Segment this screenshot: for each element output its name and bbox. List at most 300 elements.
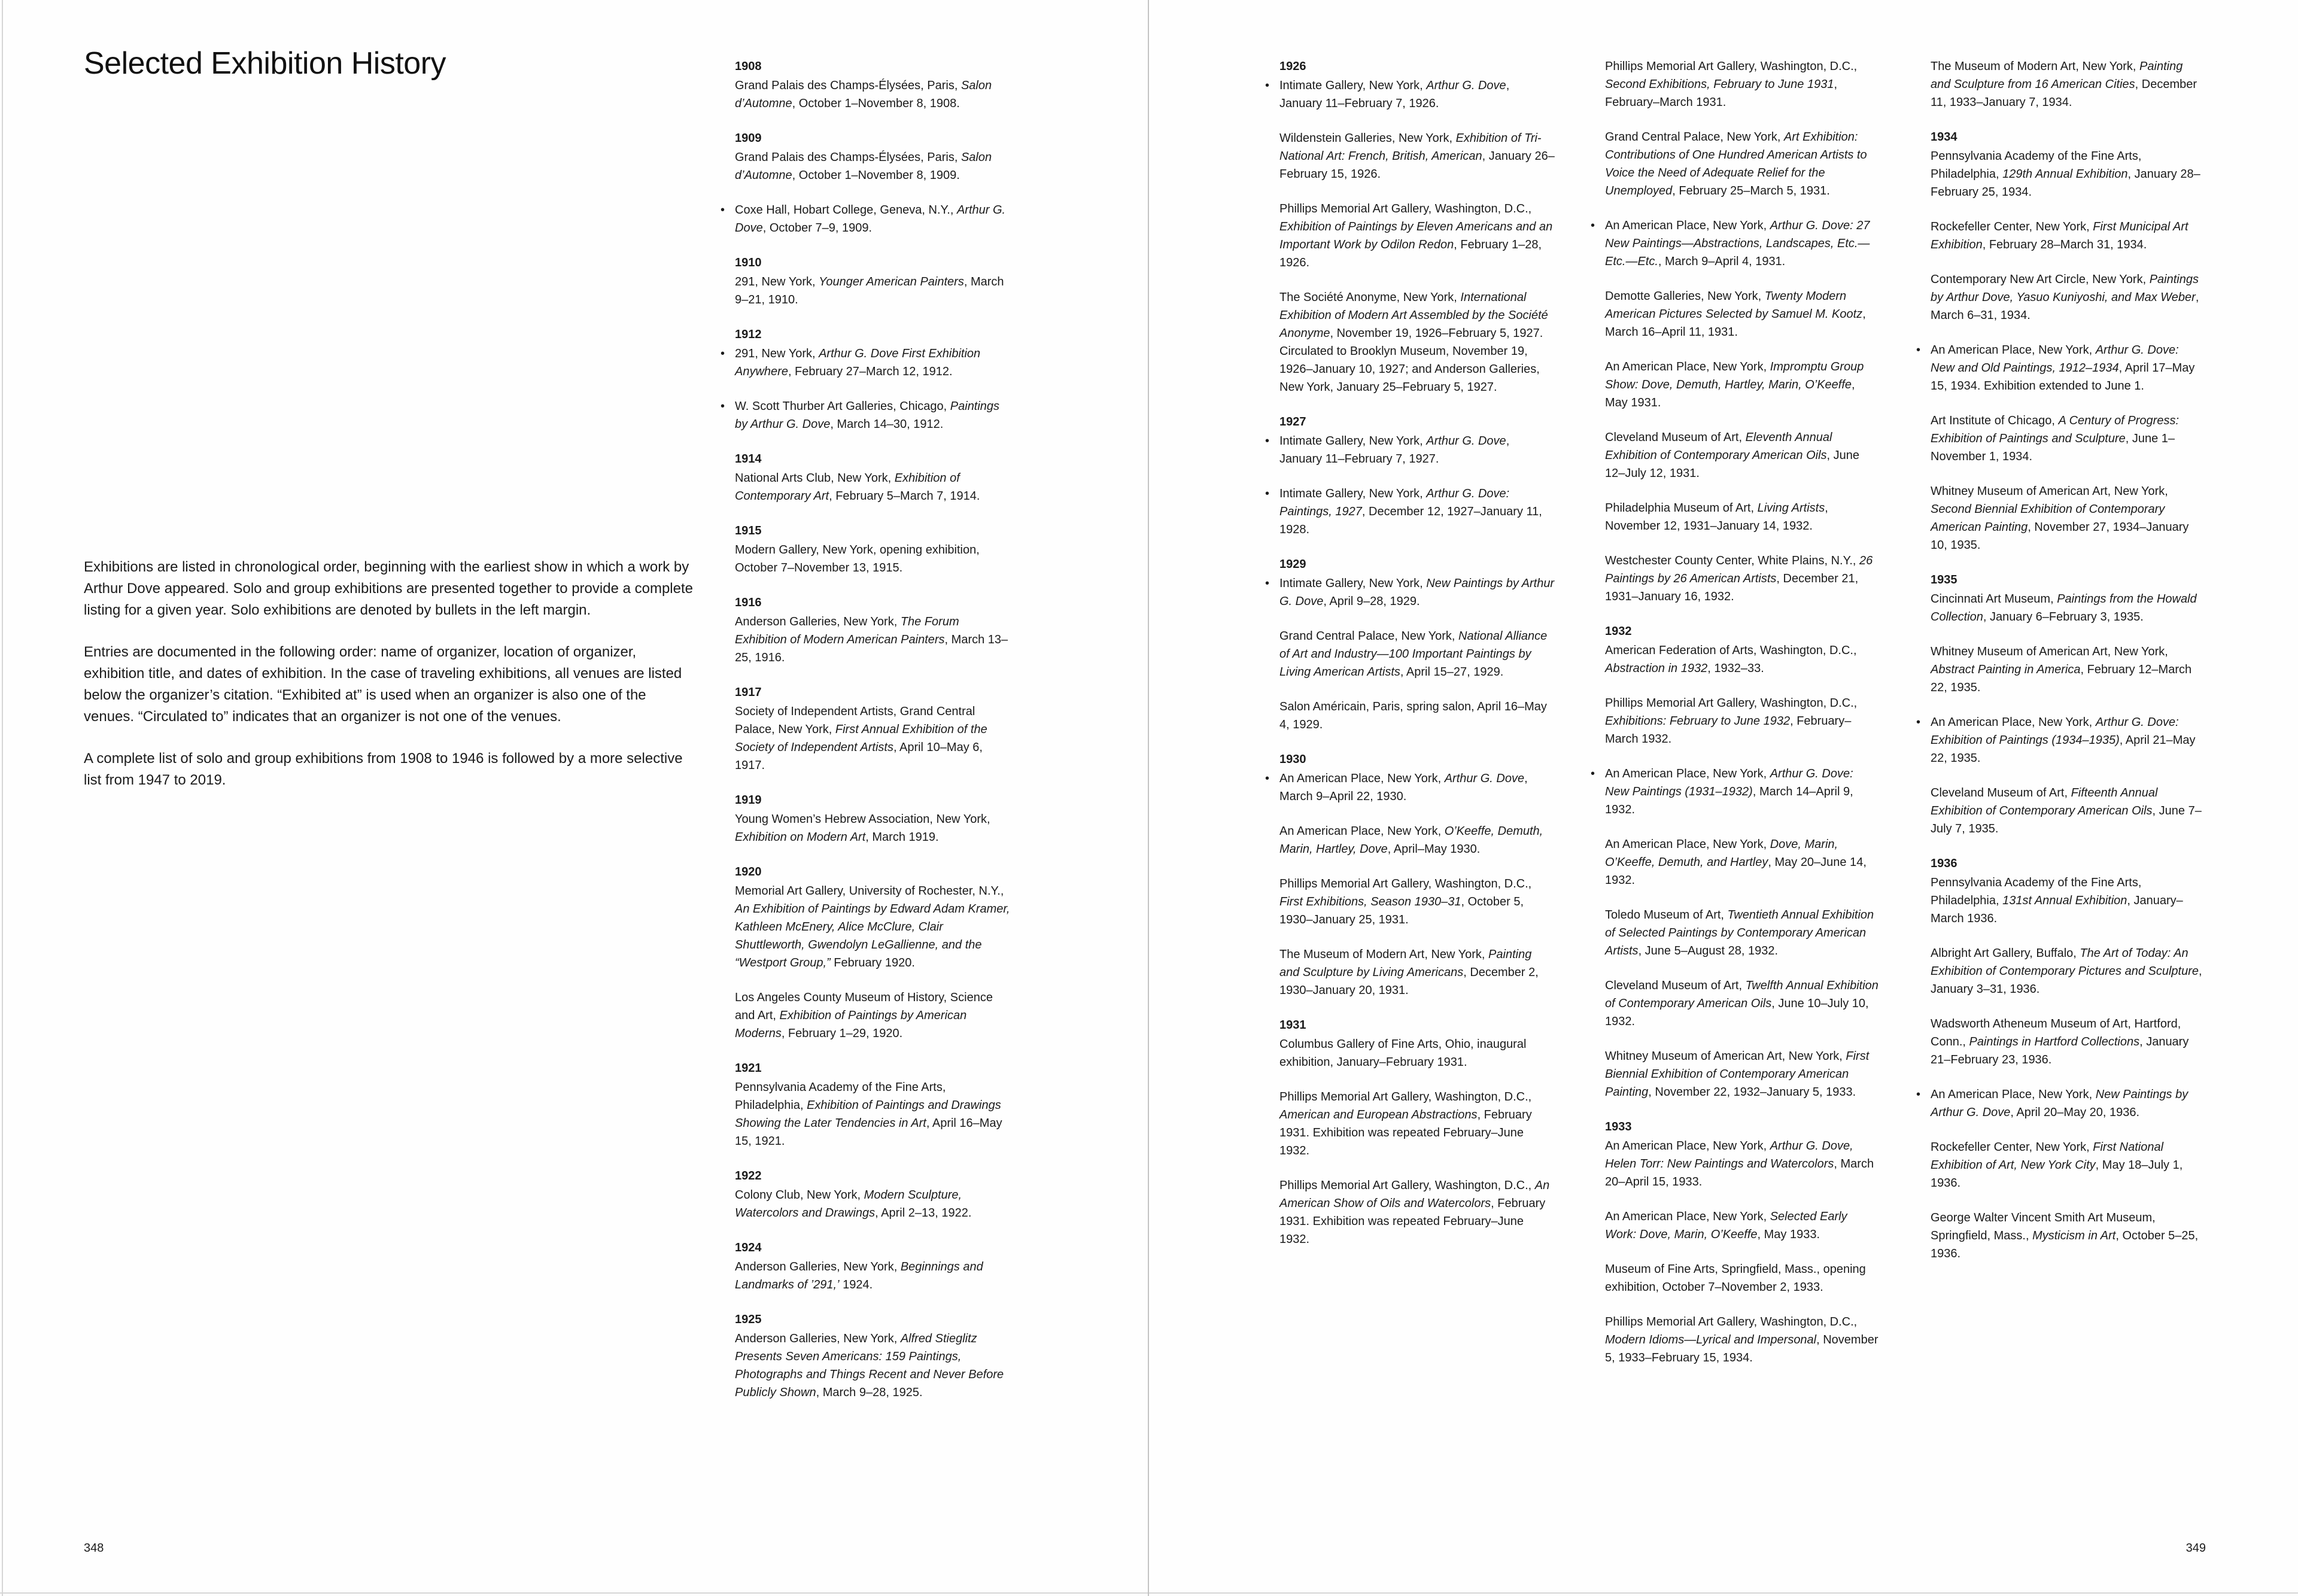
entry-text: An American Place, New York, — [1605, 1139, 1770, 1153]
entry-text: Cincinnati Art Museum, — [1931, 592, 2057, 606]
entry-text: National Arts Club, New York, — [735, 472, 895, 485]
exhibition-title-text: Paintings by Arthur G. Dove — [735, 400, 1000, 431]
entry-text: Demotte Galleries, New York, — [1605, 290, 1765, 303]
entry-text: , April 15–27, 1929. — [1400, 665, 1504, 679]
entry-text: , December 2, 1930–January 20, 1931. — [1279, 966, 1539, 997]
entry-text: Coxe Hall, Hobart College, Geneva, N.Y., — [735, 203, 957, 217]
entry-text: , January 21–February 23, 1936. — [1931, 1035, 2189, 1066]
exhibition-title-text: Arthur G. Dove: Exhibition of Paintings (1934–1935) — [1931, 716, 2179, 747]
exhibition-title-text: Younger American Painters — [819, 275, 964, 288]
solo-exhibition-bullet-icon: • — [1265, 434, 1270, 448]
exhibition-title-text: First Biennial Exhibition of Contemporary American Painting — [1605, 1050, 1870, 1099]
year-heading: 1916 — [735, 596, 762, 609]
entry-text: Whitney Museum of American Art, New York, — [1931, 645, 2168, 658]
exhibition-title-text: Arthur G. Dove: New and Old Paintings, 1912–1934 — [1931, 343, 2179, 375]
exhibition-entry — [1265, 432, 1555, 468]
entry-text: An American Place, New York, — [1605, 767, 1770, 780]
exhibition-entry — [1605, 835, 1880, 889]
entry-text: , April–May 1930. — [1387, 843, 1481, 856]
exhibition-entry — [1605, 1047, 1880, 1101]
entry-text: Phillips Memorial Art Gallery, Washington, D.C., — [1279, 1090, 1532, 1103]
entry-text: , February 28–March 31, 1934. — [1982, 238, 2147, 251]
solo-exhibition-bullet-icon: • — [1916, 343, 1921, 357]
entry-text: , March 9–21, 1910. — [735, 275, 1004, 306]
year-heading: 1920 — [735, 865, 762, 878]
exhibition-entry — [1931, 643, 2206, 697]
exhibition-column-1926-1931 — [1265, 57, 1555, 1265]
exhibition-entry — [1265, 770, 1555, 805]
exhibition-entry — [735, 1258, 1010, 1294]
exhibition-entry — [735, 273, 1010, 309]
exhibition-title-text: Salon d’Automne — [735, 79, 992, 110]
entry-text: Intimate Gallery, New York, — [1279, 577, 1427, 590]
entry-text: Anderson Galleries, New York, — [735, 1260, 901, 1273]
entry-text: Westchester County Center, White Plains, N.Y., — [1605, 554, 1859, 567]
exhibition-entry — [735, 613, 1010, 667]
exhibition-entry — [1279, 1088, 1555, 1160]
exhibition-entry — [1279, 1035, 1555, 1071]
intro-text-block — [84, 557, 700, 791]
exhibition-entry — [1605, 552, 1880, 606]
intro-paragraph: A complete list of solo and group exhibitions from 1908 to 1946 is followed by a more selective list from 1947 to 2019. — [84, 750, 683, 788]
entry-text: Philadelphia Museum of Art, — [1605, 501, 1758, 515]
entry-text: , May 20–June 14, 1932. — [1605, 856, 1867, 887]
exhibition-title-text: An American Show of Oils and Watercolors — [1279, 1179, 1550, 1210]
entry-text: 1924. — [839, 1278, 873, 1291]
entry-text: Pennsylvania Academy of the Fine Arts, Philadelphia, — [1931, 150, 2142, 181]
entry-text: , March 13–25, 1916. — [735, 633, 1008, 664]
entry-text: , 1932–33. — [1707, 662, 1764, 675]
entry-text: An American Place, New York, — [1605, 1210, 1770, 1223]
entry-text: Wadsworth Atheneum Museum of Art, Hartford, Conn., — [1931, 1017, 2181, 1048]
entry-text: An American Place, New York, — [1605, 838, 1770, 851]
exhibition-title-text: Second Biennial Exhibition of Contemporary American Painting — [1931, 503, 2165, 534]
exhibition-entry — [1916, 1086, 2206, 1121]
entry-text: , February 1–29, 1920. — [781, 1027, 903, 1040]
entry-text: W. Scott Thurber Art Galleries, Chicago, — [735, 400, 950, 413]
entry-text: , June 10–July 10, 1932. — [1605, 997, 1869, 1028]
exhibition-entry — [735, 1078, 1010, 1150]
exhibition-entry — [1279, 822, 1555, 858]
entry-text: An American Place, New York, — [1931, 343, 2096, 357]
entry-text: , March 20–April 15, 1933. — [1605, 1157, 1874, 1188]
exhibition-column-1931-1933 — [1591, 57, 1880, 1384]
entry-text: Los Angeles County Museum of History, Science and Art, — [735, 991, 993, 1022]
exhibition-entry — [735, 77, 1010, 113]
entry-text: , June 5–August 28, 1932. — [1638, 944, 1779, 957]
exhibition-title-text: Salon d’Automne — [735, 151, 992, 182]
year-heading: 1909 — [735, 132, 762, 145]
exhibition-entry — [1605, 57, 1880, 111]
entry-text: Columbus Gallery of Fine Arts, Ohio, inaugural exhibition, January–February 1931. — [1279, 1038, 1527, 1069]
exhibition-column-1908-1925 — [721, 57, 1010, 1418]
entry-text: , June 7–July 7, 1935. — [1931, 804, 2202, 835]
entry-text: , June 1–November 1, 1934. — [1931, 432, 2175, 463]
entry-text: Grand Central Palace, New York, — [1605, 130, 1785, 144]
exhibition-entry — [735, 148, 1010, 184]
entry-text: Society of Independent Artists, Grand Central Palace, New York, — [735, 705, 975, 736]
exhibition-entry — [735, 541, 1010, 577]
exhibition-entry — [1931, 874, 2206, 928]
year-heading: 1922 — [735, 1169, 762, 1182]
exhibition-entry — [1279, 129, 1555, 183]
year-heading: 1912 — [735, 328, 762, 341]
exhibition-title-text: Art Exhibition: Contributions of One Hundred American Artists to Voice the Need of Adequate Relief for the Unemployed — [1605, 130, 1867, 197]
entry-text: , November 22, 1932–January 5, 1933. — [1648, 1086, 1856, 1099]
entry-text: , June 12–July 12, 1931. — [1605, 449, 1860, 480]
entry-text: Toledo Museum of Art, — [1605, 908, 1728, 922]
exhibition-title-text: 131st Annual Exhibition — [2002, 894, 2127, 907]
entry-text: Pennsylvania Academy of the Fine Arts, Philadelphia, — [1931, 876, 2142, 907]
entry-text: The Museum of Modern Art, New York, — [1279, 948, 1489, 961]
year-heading: 1935 — [1931, 573, 1957, 586]
exhibition-entry — [1931, 57, 2206, 111]
solo-exhibition-bullet-icon: • — [1265, 577, 1270, 590]
solo-exhibition-bullet-icon: • — [721, 203, 725, 217]
exhibition-title-text: Arthur G. Dove: 27 New Paintings—Abstractions, Landscapes, Etc.—Etc.—Etc. — [1605, 219, 1870, 268]
entry-text: Intimate Gallery, New York, — [1279, 79, 1427, 92]
exhibition-entry — [1931, 270, 2206, 324]
exhibition-title-text: New Paintings by Arthur G. Dove — [1279, 577, 1555, 608]
entry-text: , February 27–March 12, 1912. — [788, 365, 953, 378]
exhibition-entry — [1279, 288, 1555, 396]
exhibition-title-text: Arthur G. Dove: Paintings, 1927 — [1279, 487, 1510, 518]
year-heading: 1914 — [735, 452, 762, 466]
page-gutter-divider — [1148, 0, 1149, 1596]
entry-text: , February 1931. Exhibition was repeated February–June 1932. — [1279, 1108, 1532, 1157]
entry-text: , February–March 1931. — [1605, 78, 1838, 109]
entry-text: , March 9–April 4, 1931. — [1658, 255, 1786, 268]
entry-text: , January 3–31, 1936. — [1931, 965, 2202, 996]
exhibition-title-text: First Municipal Art Exhibition — [1931, 220, 2188, 251]
exhibition-title-text: Arthur G. Dove First Exhibition Anywhere — [735, 347, 981, 378]
entry-text: An American Place, New York, — [1279, 772, 1445, 785]
year-heading: 1933 — [1605, 1120, 1632, 1133]
exhibition-title-text: Painting and Sculpture by Living Americans — [1279, 948, 1532, 979]
entry-text: , February–March 1932. — [1605, 715, 1852, 746]
entry-text: Albright Art Gallery, Buffalo, — [1931, 947, 2080, 960]
entry-text: Wildenstein Galleries, New York, — [1279, 132, 1456, 145]
solo-exhibition-bullet-icon: • — [721, 400, 725, 413]
exhibition-entry — [1931, 1138, 2206, 1192]
page-number-left: 348 — [84, 1542, 104, 1555]
exhibition-entry — [735, 469, 1010, 505]
entry-text: , February 25–March 5, 1931. — [1672, 184, 1830, 197]
entry-text: The Museum of Modern Art, New York, — [1931, 60, 2140, 73]
year-heading: 1919 — [735, 794, 762, 807]
entry-text: The Société Anonyme, New York, — [1279, 291, 1461, 304]
year-heading: 1926 — [1279, 60, 1306, 73]
year-heading: 1930 — [1279, 753, 1306, 766]
year-heading: 1931 — [1279, 1019, 1306, 1032]
exhibition-entry — [1931, 1015, 2206, 1069]
exhibition-entry — [1916, 341, 2206, 395]
exhibition-title-text: A Century of Progress: Exhibition of Paintings and Sculpture — [1931, 414, 2179, 445]
entry-text: Cleveland Museum of Art, — [1931, 786, 2071, 799]
exhibition-title-text: Arthur G. Dove — [1444, 772, 1525, 785]
exhibition-title-text: Painting and Sculpture from 16 American Cities — [1931, 60, 2183, 91]
exhibition-entry — [1931, 784, 2206, 838]
entry-text: Grand Palais des Champs-Élysées, Paris, — [735, 79, 961, 92]
exhibition-entry — [1931, 1209, 2206, 1263]
exhibition-title-text: National Alliance of Art and Industry—100 Important Paintings by Living American Artists — [1279, 630, 1548, 679]
entry-text: , February 1–28, 1926. — [1279, 238, 1542, 269]
entry-text: , October 1–November 8, 1909. — [792, 169, 960, 182]
exhibition-entry — [1591, 217, 1880, 270]
entry-text: , February 1931. Exhibition was repeated February–June 1932. — [1279, 1197, 1546, 1246]
solo-exhibition-bullet-icon: • — [1265, 487, 1270, 500]
solo-exhibition-bullet-icon: • — [721, 347, 725, 360]
exhibition-entry — [735, 1186, 1010, 1222]
exhibition-entry — [1916, 713, 2206, 767]
entry-text: Phillips Memorial Art Gallery, Washington, D.C., — [1605, 697, 1858, 710]
year-heading: 1925 — [735, 1313, 762, 1326]
year-heading: 1910 — [735, 256, 762, 269]
exhibition-title-text: 129th Annual Exhibition — [2002, 168, 2128, 181]
exhibition-title-text: Paintings in Hartford Collections — [1969, 1035, 2140, 1048]
entry-text: Salon Américain, Paris, spring salon, April 16–May 4, 1929. — [1279, 700, 1547, 731]
exhibition-title-text: Arthur G. Dove — [735, 203, 1006, 235]
exhibition-title-text: Abstract Painting in America — [1931, 663, 2081, 676]
entry-text: , October 1–November 8, 1908. — [792, 97, 960, 110]
entry-text: Cleveland Museum of Art, — [1605, 979, 1746, 992]
exhibition-title-text: Exhibitions: February to June 1932 — [1605, 715, 1791, 728]
exhibition-title-text: Second Exhibitions, February to June 1931 — [1605, 78, 1834, 91]
exhibition-title-text: Paintings from the Howald Collection — [1931, 592, 2197, 624]
exhibition-entry — [1605, 977, 1880, 1030]
entry-text: , December 21, 1931–January 16, 1932. — [1605, 572, 1859, 603]
exhibition-entry — [1265, 77, 1555, 113]
entry-text: , January–March 1936. — [1931, 894, 2183, 925]
entry-text: , October 7–9, 1909. — [762, 221, 873, 235]
entry-text: An American Place, New York, — [1605, 219, 1770, 232]
entry-text: Rockefeller Center, New York, — [1931, 1141, 2093, 1154]
entry-text: Grand Palais des Champs-Élysées, Paris, — [735, 151, 961, 164]
exhibition-entry — [1931, 482, 2206, 554]
entry-text: Cleveland Museum of Art, — [1605, 431, 1746, 444]
entry-text: An American Place, New York, — [1605, 360, 1770, 373]
entry-text: Museum of Fine Arts, Springfield, Mass., opening exhibition, October 7–November 2, 1933. — [1605, 1263, 1866, 1294]
entry-text: Whitney Museum of American Art, New York, — [1605, 1050, 1846, 1063]
exhibition-entry — [1605, 358, 1880, 412]
exhibition-entry — [1605, 1137, 1880, 1191]
exhibition-title-text: Dove, Marin, O’Keeffe, Demuth, and Hartley — [1605, 838, 1838, 869]
exhibition-entry — [1605, 287, 1880, 341]
entry-text: , November 12, 1931–January 14, 1932. — [1605, 501, 1828, 533]
exhibition-title-text: Exhibition of Contemporary Art — [735, 472, 960, 503]
entry-text: Whitney Museum of American Art, New York, — [1931, 485, 2168, 498]
entry-text: Young Women’s Hebrew Association, New York, — [735, 813, 990, 826]
intro-paragraph: Exhibitions are listed in chronological order, beginning with the earliest show in which a work by Arthur Dove appeared. Solo and group exhibitions are presented together to provide a complete listing for a given year. Solo exhibitions are denoted by bullets in the left margin. — [84, 559, 693, 618]
exhibition-title-text: First National Exhibition of Art, New York City — [1931, 1141, 2164, 1172]
intro-paragraph: Entries are documented in the following order: name of organizer, location of organizer, exhibition title, and dates of exhibition. In the case of traveling exhibitions, all venues are listed below the organizer’s citation. “Exhibited at” is used when an organizer is also one of the venues. “Circulated to” indicates that an organizer is not one of the venues. — [84, 644, 682, 725]
page-edge-left — [2, 0, 3, 1596]
exhibition-entry — [1279, 627, 1555, 681]
exhibition-entry — [1931, 412, 2206, 466]
exhibition-entry — [1279, 1177, 1555, 1248]
exhibition-entry — [735, 703, 1010, 774]
entry-text: , April 16–May 15, 1921. — [735, 1117, 1002, 1148]
entry-text: , December 12, 1927–January 11, 1928. — [1279, 505, 1542, 536]
exhibition-entry — [1605, 1313, 1880, 1367]
entry-text: Contemporary New Art Circle, New York, — [1931, 273, 2150, 286]
year-heading: 1908 — [735, 60, 762, 73]
exhibition-title-text: O’Keeffe, Demuth, Marin, Hartley, Dove — [1279, 825, 1543, 856]
exhibition-entry — [1605, 906, 1880, 960]
exhibition-entry — [721, 397, 1010, 433]
entry-text: , April 9–28, 1929. — [1323, 595, 1420, 608]
entry-text: , January 11–February 7, 1926. — [1279, 79, 1510, 110]
exhibition-title-text: Fifteenth Annual Exhibition of Contemporary American Oils — [1931, 786, 2158, 817]
solo-exhibition-bullet-icon: • — [1591, 219, 1595, 232]
entry-text: February 1920. — [830, 956, 915, 969]
entry-text: Phillips Memorial Art Gallery, Washington, D.C., — [1605, 60, 1858, 73]
exhibition-entry — [735, 989, 1010, 1042]
entry-text: Phillips Memorial Art Gallery, Washington, D.C., — [1279, 202, 1532, 215]
entry-text: Intimate Gallery, New York, — [1279, 487, 1427, 500]
exhibition-title-text: Twentieth Annual Exhibition of Selected Paintings by Contemporary American Artists — [1605, 908, 1874, 957]
year-heading: 1927 — [1279, 415, 1306, 428]
exhibition-title-text: Arthur G. Dove, Helen Torr: New Paintings and Watercolors — [1605, 1139, 1853, 1171]
entry-text: , November 19, 1926–February 5, 1927. Circulated to Brooklyn Museum, November 19, 1926–January 10, 1927; and Anderson Galleries, New York, January 25–February 5, 1927. — [1279, 327, 1543, 394]
entry-text: , March 14–April 9, 1932. — [1605, 785, 1853, 816]
exhibition-entry — [1605, 428, 1880, 482]
exhibition-entry — [721, 345, 1010, 381]
exhibition-title-text: Exhibition on Modern Art — [735, 831, 866, 844]
exhibition-entry — [1931, 590, 2206, 626]
entry-text: , April 21–May 22, 1935. — [1931, 734, 2196, 765]
entry-text: , March 1919. — [865, 831, 939, 844]
exhibition-column-1933-1936 — [1916, 57, 2206, 1279]
entry-text: An American Place, New York, — [1279, 825, 1445, 838]
exhibition-title-text: American and European Abstractions — [1279, 1108, 1478, 1121]
entry-text: , December 11, 1933–January 7, 1934. — [1931, 78, 2197, 109]
exhibition-title-text: Twelfth Annual Exhibition of Contemporary American Oils — [1605, 979, 1878, 1010]
solo-exhibition-bullet-icon: • — [1916, 1088, 1921, 1101]
entry-text: Art Institute of Chicago, — [1931, 414, 2059, 427]
exhibition-title-text: First Annual Exhibition of the Society of Independent Artists — [735, 723, 987, 754]
entry-text: Phillips Memorial Art Gallery, Washington, D.C., — [1279, 1179, 1535, 1192]
exhibition-title-text: Arthur G. Dove — [1426, 434, 1506, 448]
exhibition-title-text: Arthur G. Dove: New Paintings (1931–1932) — [1605, 767, 1853, 798]
entry-text: Phillips Memorial Art Gallery, Washington, D.C., — [1279, 877, 1532, 890]
exhibition-title-text: First Exhibitions, Season 1930–31 — [1279, 895, 1461, 908]
exhibition-entry — [1605, 128, 1880, 200]
exhibition-title-text: Modern Idioms—Lyrical and Impersonal — [1605, 1333, 1817, 1346]
entry-text: , April 2–13, 1922. — [875, 1206, 972, 1220]
exhibition-title-text: Modern Sculpture, Watercolors and Drawings — [735, 1188, 962, 1220]
entry-text: 291, New York, — [735, 347, 819, 360]
exhibition-entry — [1265, 574, 1555, 610]
year-heading: 1915 — [735, 524, 762, 537]
exhibition-title-text: Alfred Stieglitz Presents Seven Americans: 159 Paintings, Photographs and Things Recent and Never Before Publicly Shown — [735, 1332, 1004, 1399]
exhibition-entry — [1605, 1260, 1880, 1296]
exhibition-title-text: Paintings by Arthur Dove, Yasuo Kuniyoshi, and Max Weber — [1931, 273, 2199, 304]
entry-text: Grand Central Palace, New York, — [1279, 630, 1459, 643]
exhibition-entry — [1605, 499, 1880, 535]
entry-text: , November 5, 1933–February 15, 1934. — [1605, 1333, 1878, 1364]
page-number-right: 349 — [2185, 1542, 2206, 1555]
entry-text: , February 5–March 7, 1914. — [829, 490, 980, 503]
year-heading: 1934 — [1931, 130, 1957, 144]
entry-text: Intimate Gallery, New York, — [1279, 434, 1427, 448]
exhibition-title-text: 26 Paintings by 26 American Artists — [1605, 554, 1873, 585]
exhibition-title-text: Mysticism in Art — [2032, 1229, 2116, 1242]
exhibition-title-text: Exhibition of Paintings and Drawings Showing the Later Tendencies in Art — [735, 1099, 1001, 1130]
exhibition-entry — [735, 1330, 1010, 1402]
exhibition-title-text: Twenty Modern American Pictures Selected by Samuel M. Kootz — [1605, 290, 1863, 321]
exhibition-title-text: Exhibition of Tri-National Art: French, British, American — [1279, 132, 1542, 163]
exhibition-title-text: An Exhibition of Paintings by Edward Adam Kramer, Kathleen McEnery, Alice McClure, Clair Shuttleworth, Gwendolyn LeGallienne, and the “Westport Group,” — [735, 902, 1010, 969]
entry-text: An American Place, New York, — [1931, 1088, 2096, 1101]
exhibition-entry — [1605, 1208, 1880, 1244]
exhibition-title-text: Exhibition of Paintings by Eleven Americans and an Important Work by Odilon Redon — [1279, 220, 1553, 251]
entry-text: , March 6–31, 1934. — [1931, 291, 2199, 322]
solo-exhibition-bullet-icon: • — [1916, 716, 1921, 729]
entry-text: , January 28–February 25, 1934. — [1931, 168, 2200, 199]
solo-exhibition-bullet-icon: • — [1265, 79, 1270, 92]
entry-text: Modern Gallery, New York, opening exhibition, October 7–November 13, 1915. — [735, 543, 980, 574]
entry-text: Phillips Memorial Art Gallery, Washington, D.C., — [1605, 1315, 1858, 1329]
entry-text: , May 1933. — [1757, 1228, 1820, 1241]
entry-text: , April 17–May 15, 1934. Exhibition extended to June 1. — [1931, 361, 2195, 393]
entry-text: , March 9–April 22, 1930. — [1279, 772, 1528, 803]
exhibition-entry — [1931, 944, 2206, 998]
entry-text: , January 11–February 7, 1927. — [1279, 434, 1510, 466]
entry-text: An American Place, New York, — [1931, 716, 2096, 729]
entry-text: Anderson Galleries, New York, — [735, 1332, 901, 1345]
exhibition-entry — [1279, 698, 1555, 734]
exhibition-entry — [1931, 147, 2206, 201]
entry-text: , April 10–May 6, 1917. — [735, 741, 983, 772]
exhibition-entry — [721, 201, 1010, 237]
entry-text: , April 20–May 20, 1936. — [2010, 1106, 2140, 1119]
exhibition-entry — [1591, 765, 1880, 819]
exhibition-title-text: The Art of Today: An Exhibition of Contemporary Pictures and Sculpture — [1931, 947, 2199, 978]
solo-exhibition-bullet-icon: • — [1265, 772, 1270, 785]
year-heading: 1924 — [735, 1241, 762, 1254]
exhibition-title-text: Eleventh Annual Exhibition of Contemporary American Oils — [1605, 431, 1832, 462]
entry-text: , October 5, 1930–January 25, 1931. — [1279, 895, 1524, 926]
entry-text: , November 27, 1934–January 10, 1935. — [1931, 521, 2189, 552]
exhibition-entry — [1931, 218, 2206, 254]
year-heading: 1932 — [1605, 625, 1632, 638]
page-edge-bottom — [0, 1592, 2298, 1594]
entry-text: Rockefeller Center, New York, — [1931, 220, 2093, 233]
exhibition-entry — [1265, 485, 1555, 539]
entry-text: , March 9–28, 1925. — [816, 1386, 923, 1399]
year-heading: 1929 — [1279, 558, 1306, 571]
page-title: Selected Exhibition History — [84, 46, 446, 81]
year-heading: 1917 — [735, 686, 762, 699]
exhibition-entry — [1605, 694, 1880, 748]
year-heading: 1936 — [1931, 857, 1957, 870]
exhibition-title-text: Selected Early Work: Dove, Marin, O’Keeffe — [1605, 1210, 1847, 1241]
exhibition-title-text: Living Artists — [1757, 501, 1825, 515]
year-heading: 1921 — [735, 1062, 762, 1075]
entry-text: , March 16–April 11, 1931. — [1605, 308, 1866, 339]
exhibition-entry — [1279, 875, 1555, 929]
entry-text: Pennsylvania Academy of the Fine Arts, Philadelphia, — [735, 1081, 946, 1112]
exhibition-title-text: New Paintings by Arthur G. Dove — [1931, 1088, 2188, 1119]
entry-text: George Walter Vincent Smith Art Museum, Springfield, Mass., — [1931, 1211, 2156, 1242]
exhibition-title-text: International Exhibition of Modern Art Assembled by the Société Anonyme — [1279, 291, 1548, 340]
entry-text: American Federation of Arts, Washington, D.C., — [1605, 644, 1857, 657]
exhibition-entry — [1605, 642, 1880, 677]
entry-text: Colony Club, New York, — [735, 1188, 864, 1202]
solo-exhibition-bullet-icon: • — [1591, 767, 1595, 780]
entry-text: , February 12–March 22, 1935. — [1931, 663, 2192, 694]
